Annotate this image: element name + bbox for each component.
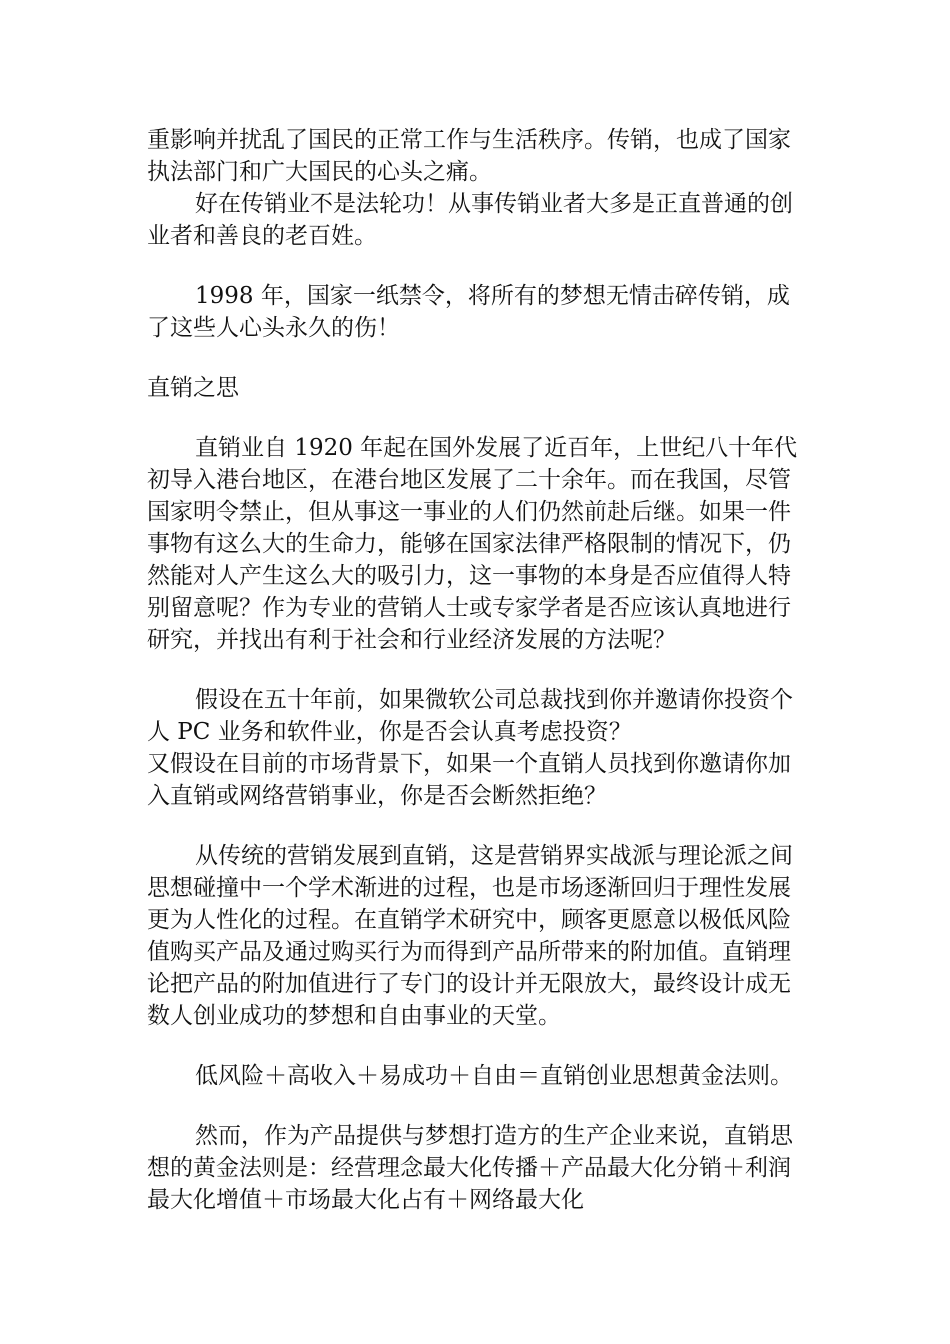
paragraph-spacer: [147, 656, 807, 684]
paragraph-spacer: [147, 404, 807, 432]
paragraph-6: 又假设在目前的市场背景下，如果一个直销人员找到你邀请你加入直销或网络营销事业，你是否会断然拒绝？: [147, 751, 791, 809]
paragraph-1: 重影响并扰乱了国民的正常工作与生活秩序。传销，也成了国家执法部门和广大国民的心头之痛。: [147, 127, 791, 185]
paragraph-2: 好在传销业不是法轮功！从事传销业者大多是正直普通的创业者和善良的老百姓。: [147, 191, 793, 249]
document-body: [147, 124, 807, 1216]
paragraph-spacer: [147, 344, 807, 372]
paragraph-spacer: [147, 1092, 807, 1120]
paragraph-3: 1998 年，国家一纸禁令，将所有的梦想无情击碎传销，成了这些人心头永久的伤！: [147, 283, 790, 341]
paragraph-spacer: [147, 812, 807, 840]
paragraph-8: 低风险＋高收入＋易成功＋自由＝直销创业思想黄金法则。: [195, 1063, 793, 1089]
section-heading: 直销之思: [147, 375, 239, 401]
paragraph-5: 假设在五十年前，如果微软公司总裁找到你并邀请你投资个人 PC 业务和软件业，你是否会认真考虑投资？: [147, 687, 793, 745]
paragraph-4: 直销业自 1920 年起在国外发展了近百年，上世纪八十年代初导入港台地区，在港台地区发展了二十余年。而在我国，尽管国家明令禁止，但从事这一事业的人们仍然前赴后继。如果一件事物有这么大的生命力，能够在国家法律严格限制的情况下，仍然能对人产生这么大的吸引力，这一事物的本身是否应值得人特别留意呢？作为专业的营销人士或专家学者是否应该认真地进行研究，并找出有利于社会和行业经济发展的方法呢？: [147, 435, 798, 653]
paragraph-spacer: [147, 1032, 807, 1060]
paragraph-9: 然而，作为产品提供与梦想打造方的生产企业来说，直销思想的黄金法则是：经营理念最大化传播＋产品最大化分销＋利润最大化增值＋市场最大化占有＋网络最大化: [147, 1123, 793, 1213]
paragraph-7: 从传统的营销发展到直销，这是营销界实战派与理论派之间思想碰撞中一个学术渐进的过程，也是市场逐渐回归于理性发展更为人性化的过程。在直销学术研究中，顾客更愿意以极低风险值购买产品及通过购买行为而得到产品所带来的附加值。直销理论把产品的附加值进行了专门的设计并无限放大，最终设计成无数人创业成功的梦想和自由事业的天堂。: [147, 843, 793, 1029]
paragraph-spacer: [147, 252, 807, 280]
